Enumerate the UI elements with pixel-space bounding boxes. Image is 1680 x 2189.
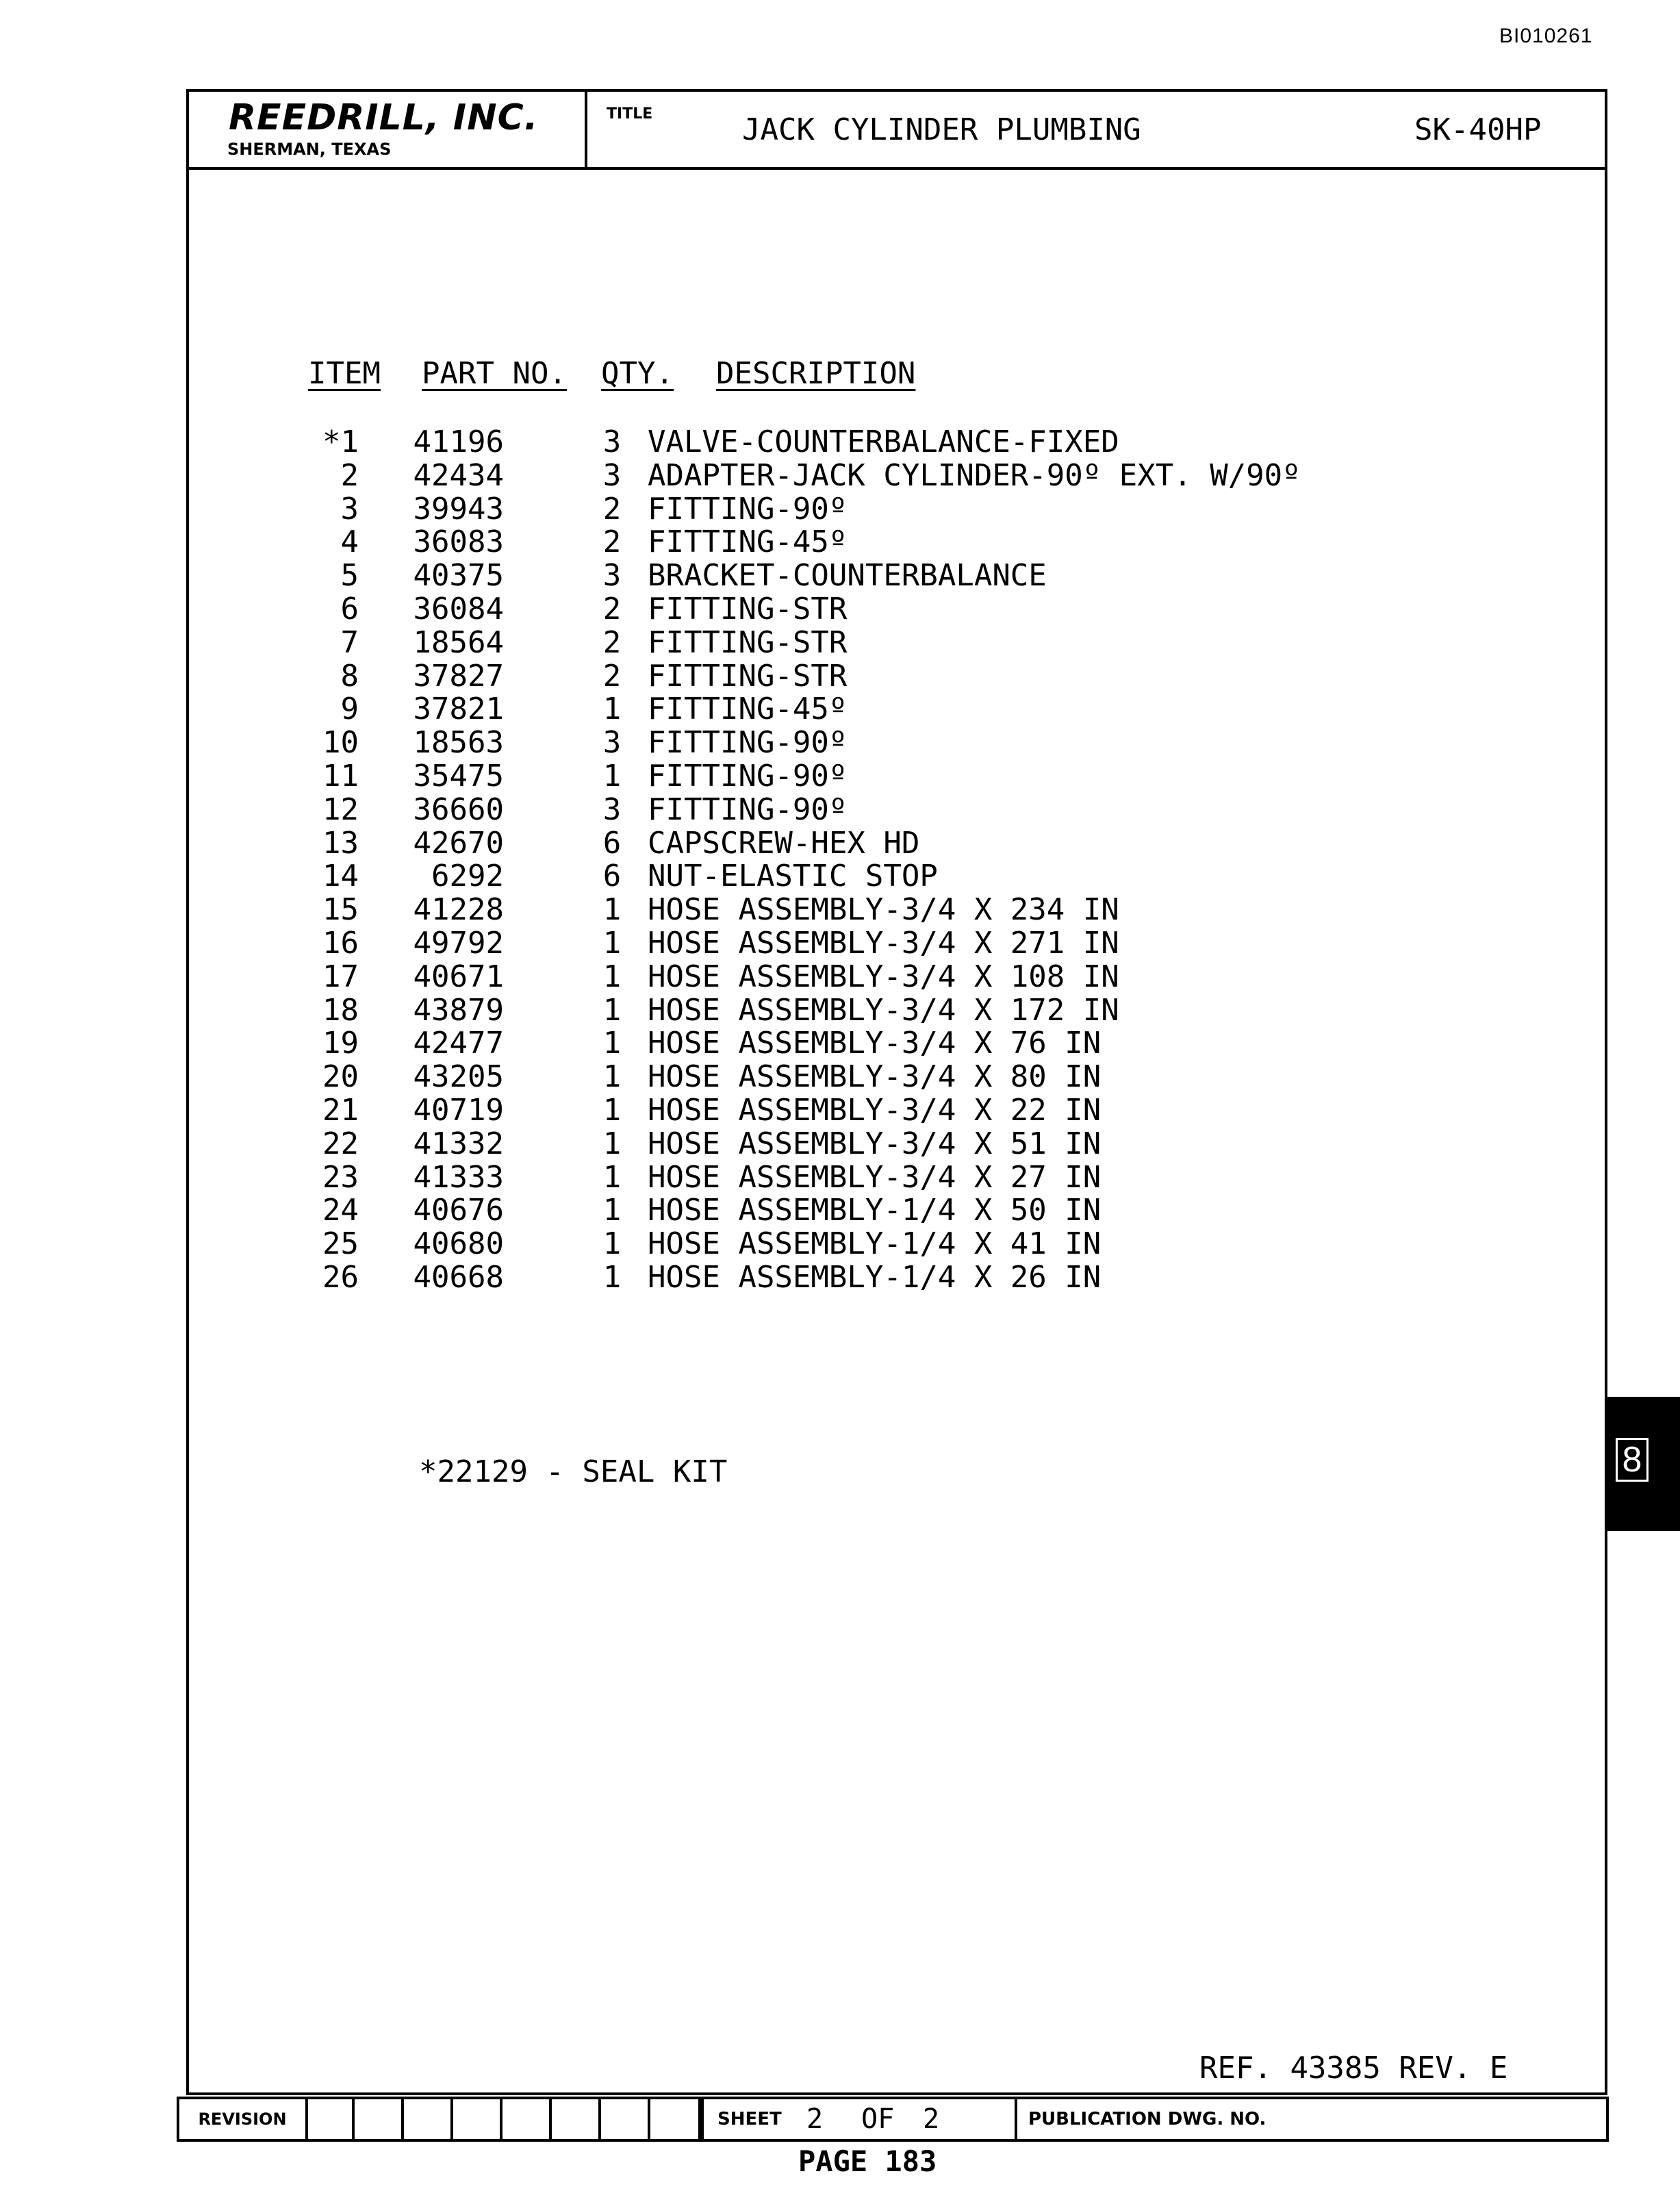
item-cell: 18 bbox=[322, 992, 359, 1028]
part-number-cell: 18563 bbox=[413, 725, 504, 761]
part-number-cell: 40680 bbox=[413, 1226, 504, 1262]
part-number-cell: 36084 bbox=[413, 591, 504, 627]
qty-cell: 1 bbox=[602, 1126, 622, 1161]
table-row bbox=[290, 827, 1454, 861]
table-row bbox=[290, 961, 1454, 994]
item-cell: 19 bbox=[322, 1026, 359, 1061]
qty-cell: 1 bbox=[602, 1159, 622, 1195]
qty-cell: 1 bbox=[602, 925, 622, 961]
table-row bbox=[290, 693, 1454, 726]
part-number-cell: 39943 bbox=[413, 491, 504, 527]
sheet-cell bbox=[701, 2099, 1017, 2139]
qty-cell: 3 bbox=[602, 457, 622, 493]
qty-cell: 1 bbox=[602, 1059, 622, 1095]
table-row bbox=[290, 860, 1454, 894]
item-cell: 9 bbox=[340, 692, 359, 727]
description-cell: FITTING-45º bbox=[648, 524, 848, 560]
item-cell: 2 bbox=[340, 457, 359, 493]
table-row bbox=[290, 1094, 1454, 1128]
seal-kit-note: *22129 - SEAL KIT bbox=[419, 1454, 728, 1489]
qty-cell: 1 bbox=[602, 1193, 622, 1228]
part-number-cell: 40719 bbox=[413, 1092, 504, 1128]
qty-cell: 1 bbox=[602, 1226, 622, 1262]
reference-revision: REF. 43385 REV. E bbox=[1199, 2051, 1508, 2086]
table-row bbox=[290, 493, 1454, 527]
item-cell: 22 bbox=[322, 1126, 359, 1161]
qty-cell: 1 bbox=[602, 1026, 622, 1061]
item-cell: 5 bbox=[340, 558, 359, 594]
table-row bbox=[290, 894, 1454, 927]
revision-box bbox=[453, 2099, 502, 2139]
item-cell: 14 bbox=[322, 859, 359, 894]
item-cell: 10 bbox=[322, 725, 359, 761]
revision-box bbox=[502, 2099, 552, 2139]
description-cell: HOSE ASSEMBLY-3/4 X 80 IN bbox=[648, 1059, 1102, 1095]
drawing-title: JACK CYLINDER PLUMBING bbox=[742, 112, 1141, 147]
part-number-cell: 40671 bbox=[413, 959, 504, 994]
description-cell: FITTING-90º bbox=[648, 725, 848, 761]
company-location: SHERMAN, TEXAS bbox=[227, 140, 392, 159]
item-cell: 23 bbox=[322, 1159, 359, 1195]
revision-box bbox=[552, 2099, 601, 2139]
description-cell: HOSE ASSEMBLY-3/4 X 27 IN bbox=[648, 1159, 1102, 1195]
revision-box bbox=[404, 2099, 453, 2139]
description-cell: HOSE ASSEMBLY-3/4 X 51 IN bbox=[648, 1126, 1102, 1161]
header-part-no: PART NO. bbox=[422, 356, 567, 391]
item-cell: 25 bbox=[322, 1226, 359, 1262]
part-number-cell: 40375 bbox=[413, 558, 504, 594]
table-row bbox=[290, 726, 1454, 760]
header-qty: QTY. bbox=[601, 356, 674, 391]
part-number-cell: 42670 bbox=[413, 825, 504, 861]
section-tab bbox=[1607, 1397, 1680, 1531]
sheet-of: OF bbox=[861, 2103, 895, 2135]
qty-cell: 2 bbox=[602, 524, 622, 560]
table-row bbox=[290, 760, 1454, 794]
item-cell: 15 bbox=[322, 892, 359, 928]
table-row bbox=[290, 1027, 1454, 1061]
item-cell: 17 bbox=[322, 959, 359, 994]
part-number-cell: 41332 bbox=[413, 1126, 504, 1161]
item-cell: 13 bbox=[322, 825, 359, 861]
item-cell: 21 bbox=[322, 1092, 359, 1128]
revision-label: REVISION bbox=[179, 2099, 308, 2139]
qty-cell: 3 bbox=[602, 425, 622, 459]
item-cell: 20 bbox=[322, 1059, 359, 1095]
qty-cell: 1 bbox=[602, 1259, 622, 1295]
header-description: DESCRIPTION bbox=[716, 356, 916, 391]
part-number-cell: 41333 bbox=[413, 1159, 504, 1195]
table-row bbox=[290, 1261, 1454, 1295]
qty-cell: 1 bbox=[602, 892, 622, 928]
item-cell: 7 bbox=[340, 624, 359, 660]
item-cell: *1 bbox=[322, 425, 359, 459]
qty-cell: 2 bbox=[602, 624, 622, 660]
part-number-cell: 37821 bbox=[413, 692, 504, 727]
item-cell: 26 bbox=[322, 1259, 359, 1295]
item-cell: 11 bbox=[322, 758, 359, 794]
table-row bbox=[290, 1228, 1454, 1261]
part-number-cell: 43879 bbox=[413, 992, 504, 1028]
qty-cell: 1 bbox=[602, 1092, 622, 1128]
part-number-cell: 37827 bbox=[413, 658, 504, 694]
qty-cell: 2 bbox=[602, 491, 622, 527]
description-cell: HOSE ASSEMBLY-3/4 X 22 IN bbox=[648, 1092, 1102, 1128]
title-label: TITLE bbox=[607, 105, 653, 123]
description-cell: BRACKET-COUNTERBALANCE bbox=[648, 558, 1047, 594]
description-cell: FITTING-90º bbox=[648, 491, 848, 527]
part-number-cell: 49792 bbox=[413, 925, 504, 961]
description-cell: FITTING-90º bbox=[648, 758, 848, 794]
section-tab-number: 8 bbox=[1616, 1438, 1649, 1482]
item-cell: 4 bbox=[340, 524, 359, 560]
qty-cell: 1 bbox=[602, 758, 622, 794]
qty-cell: 1 bbox=[602, 959, 622, 994]
description-cell: HOSE ASSEMBLY-1/4 X 26 IN bbox=[648, 1259, 1102, 1295]
table-row bbox=[290, 994, 1454, 1028]
description-cell: CAPSCREW-HEX HD bbox=[648, 825, 920, 861]
part-number-cell: 40676 bbox=[413, 1193, 504, 1228]
item-cell: 8 bbox=[340, 658, 359, 694]
part-number-cell: 42477 bbox=[413, 1026, 504, 1061]
sheet-number: 2 bbox=[806, 2103, 824, 2135]
table-row bbox=[290, 1128, 1454, 1161]
part-number-cell: 36083 bbox=[413, 524, 504, 560]
item-cell: 24 bbox=[322, 1193, 359, 1228]
revision-box bbox=[650, 2099, 701, 2139]
qty-cell: 1 bbox=[602, 692, 622, 727]
company-name: REEDRILL, INC. bbox=[229, 97, 539, 138]
description-cell: HOSE ASSEMBLY-3/4 X 76 IN bbox=[648, 1026, 1102, 1061]
qty-cell: 6 bbox=[602, 859, 622, 894]
part-number-cell: 40668 bbox=[413, 1259, 504, 1295]
header-item: ITEM bbox=[308, 356, 381, 391]
item-cell: 6 bbox=[340, 591, 359, 627]
page-label: PAGE 183 bbox=[798, 2144, 937, 2178]
part-number-cell: 35475 bbox=[413, 758, 504, 794]
description-cell: ADAPTER-JACK CYLINDER-90º EXT. W/90º bbox=[648, 457, 1301, 493]
table-row bbox=[290, 1161, 1454, 1195]
table-row bbox=[290, 426, 1454, 459]
parts-rows bbox=[290, 426, 1454, 1295]
publication-label: PUBLICATION DWG. NO. bbox=[1028, 2109, 1267, 2129]
description-cell: HOSE ASSEMBLY-1/4 X 50 IN bbox=[648, 1193, 1102, 1228]
qty-cell: 6 bbox=[602, 825, 622, 861]
table-row bbox=[290, 459, 1454, 493]
part-number-cell: 41228 bbox=[413, 892, 504, 928]
revision-box bbox=[355, 2099, 404, 2139]
table-row bbox=[290, 624, 1454, 660]
qty-cell: 2 bbox=[602, 658, 622, 694]
document-id: BI010261 bbox=[1499, 25, 1593, 47]
table-row bbox=[290, 660, 1454, 694]
drawing-number: SK-40HP bbox=[1414, 112, 1542, 147]
revision-box bbox=[305, 2099, 355, 2139]
qty-cell: 3 bbox=[602, 558, 622, 594]
item-cell: 16 bbox=[322, 925, 359, 961]
description-cell: HOSE ASSEMBLY-3/4 X 172 IN bbox=[648, 992, 1119, 1028]
table-row bbox=[290, 526, 1454, 559]
revision-box bbox=[601, 2099, 650, 2139]
part-number-cell: 42434 bbox=[413, 457, 504, 493]
description-cell: FITTING-STR bbox=[648, 624, 848, 660]
sheet-total: 2 bbox=[923, 2103, 940, 2135]
description-cell: FITTING-STR bbox=[648, 591, 848, 627]
table-row bbox=[290, 1061, 1454, 1094]
table-row bbox=[290, 593, 1454, 627]
description-cell: HOSE ASSEMBLY-3/4 X 234 IN bbox=[648, 892, 1119, 928]
description-cell: HOSE ASSEMBLY-3/4 X 271 IN bbox=[648, 925, 1119, 961]
description-cell: HOSE ASSEMBLY-1/4 X 41 IN bbox=[648, 1226, 1102, 1262]
item-cell: 3 bbox=[340, 491, 359, 527]
qty-cell: 1 bbox=[602, 992, 622, 1028]
part-number-cell: 6292 bbox=[431, 859, 504, 894]
part-number-cell: 41196 bbox=[413, 425, 504, 459]
description-cell: VALVE-COUNTERBALANCE-FIXED bbox=[648, 425, 1119, 459]
description-cell: FITTING-STR bbox=[648, 658, 848, 694]
table-row bbox=[290, 1194, 1454, 1228]
part-number-cell: 18564 bbox=[413, 624, 504, 660]
revision-strip bbox=[177, 2097, 1609, 2142]
title-block bbox=[189, 92, 1605, 170]
qty-cell: 2 bbox=[602, 591, 622, 627]
part-number-cell: 36660 bbox=[413, 792, 504, 827]
qty-cell: 3 bbox=[602, 725, 622, 761]
description-cell: NUT-ELASTIC STOP bbox=[648, 859, 938, 894]
description-cell: FITTING-90º bbox=[648, 792, 848, 827]
table-row bbox=[290, 559, 1454, 593]
description-cell: HOSE ASSEMBLY-3/4 X 108 IN bbox=[648, 959, 1119, 994]
sheet-label: SHEET bbox=[717, 2109, 782, 2129]
table-row bbox=[290, 927, 1454, 961]
company-cell bbox=[189, 92, 587, 167]
table-row bbox=[290, 794, 1454, 827]
item-cell: 12 bbox=[322, 792, 359, 827]
qty-cell: 3 bbox=[602, 792, 622, 827]
description-cell: FITTING-45º bbox=[648, 692, 848, 727]
part-number-cell: 43205 bbox=[413, 1059, 504, 1095]
